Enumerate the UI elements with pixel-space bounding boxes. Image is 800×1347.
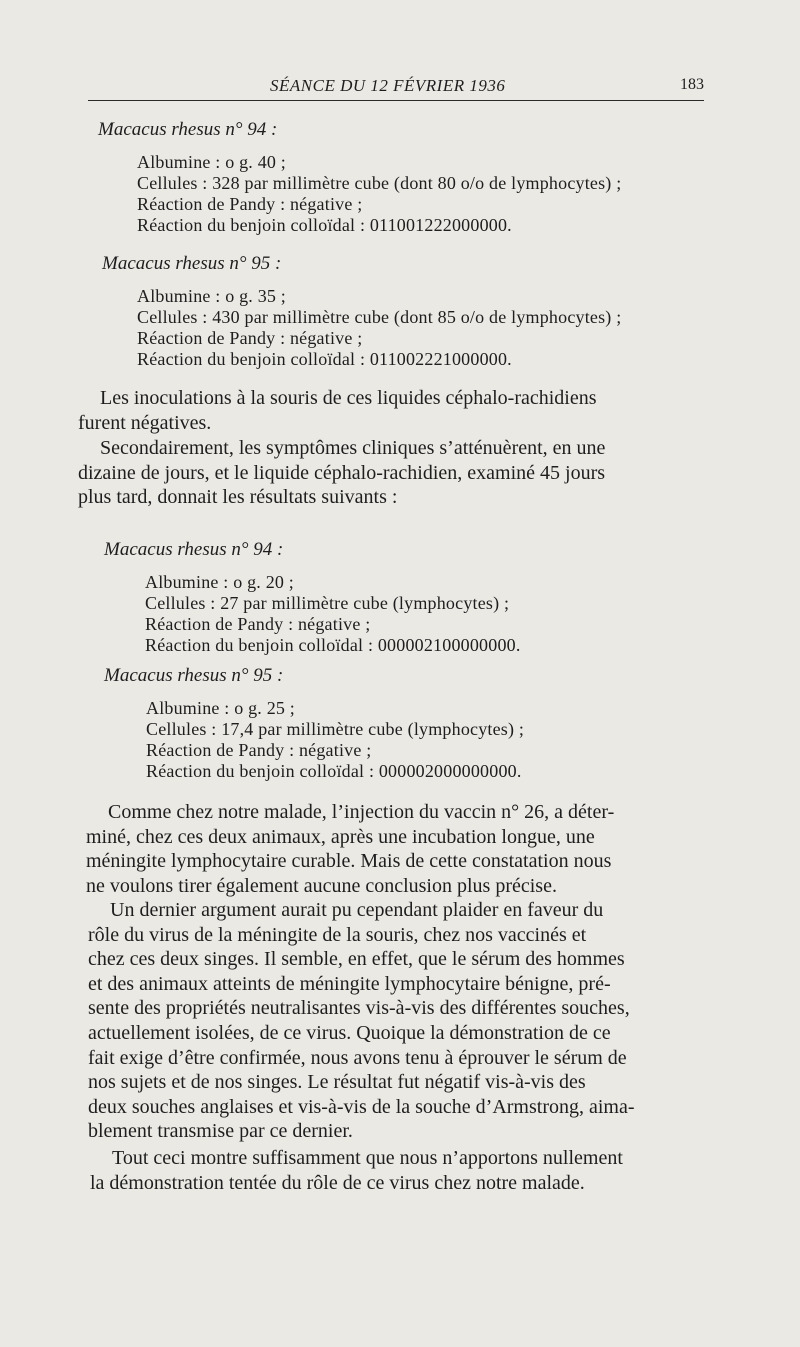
- result-line: Réaction du benjoin colloïdal : 011001222000000.: [137, 215, 512, 235]
- result-list: [146, 698, 800, 782]
- result-list: [137, 286, 800, 370]
- result-line: Cellules : 27 par millimètre cube (lymphocytes) ;: [145, 593, 510, 613]
- text-line: deux souches anglaises et vis-à-vis de la souche d’Armstrong, aima-: [88, 1095, 635, 1118]
- result-list: [145, 572, 800, 656]
- result-line: Réaction de Pandy : négative ;: [146, 740, 372, 760]
- running-header: [88, 70, 704, 102]
- specimen-block-95-first: [0, 252, 800, 370]
- text-line: sente des propriétés neutralisantes vis-à-vis des différentes souches,: [88, 997, 630, 1020]
- result-line: Albumine : o g. 25 ;: [146, 698, 295, 718]
- result-line: Albumine : o g. 20 ;: [145, 572, 294, 592]
- page-number: 183: [680, 76, 704, 93]
- text-line: chez ces deux singes. Il semble, en effet, que le sérum des hommes: [88, 948, 625, 971]
- result-line: Albumine : o g. 35 ;: [137, 286, 286, 306]
- text-line: actuellement isolées, de ce virus. Quoique la démonstration de ce: [88, 1021, 611, 1044]
- result-line: Réaction de Pandy : négative ;: [137, 328, 363, 348]
- text-line: la démonstration tentée du rôle de ce virus chez notre malade.: [90, 1171, 585, 1194]
- specimen-heading: Macacus rhesus n° 94 :: [98, 119, 278, 140]
- result-line: Cellules : 430 par millimètre cube (dont 85 o/o de lymphocytes) ;: [137, 307, 622, 327]
- result-line: Cellules : 17,4 par millimètre cube (lymphocytes) ;: [146, 719, 525, 739]
- result-line: Albumine : o g. 40 ;: [137, 152, 286, 172]
- result-line: Réaction de Pandy : négative ;: [137, 194, 363, 214]
- specimen-heading: Macacus rhesus n° 94 :: [104, 539, 284, 560]
- text-line: fait exige d’être confirmée, nous avons tenu à éprouver le sérum de: [88, 1046, 627, 1069]
- text-line: Secondairement, les symptômes cliniques s’atténuèrent, en une: [100, 437, 606, 459]
- text-line: Les inoculations à la souris de ces liquides céphalo-rachidiens: [100, 387, 597, 409]
- paragraph-comme-chez: [86, 800, 728, 898]
- specimen-block-95-second: [0, 664, 800, 782]
- header-rule: [88, 100, 704, 101]
- text-line: rôle du virus de la méningite de la souris, chez nos vaccinés et: [88, 923, 587, 946]
- text-line: dizaine de jours, et le liquide céphalo-rachidien, examiné 45 jours: [78, 461, 606, 484]
- text-line: ne voulons tirer également aucune conclusion plus précise.: [86, 874, 557, 897]
- text-line: blement transmise par ce dernier.: [88, 1120, 353, 1143]
- text-line: furent négatives.: [78, 411, 212, 434]
- text-line: et des animaux atteints de méningite lymphocytaire bénigne, pré-: [88, 972, 611, 995]
- header-title: SÉANCE DU 12 FÉVRIER 1936: [270, 76, 506, 95]
- specimen-heading: Macacus rhesus n° 95 :: [104, 665, 284, 686]
- text-line: miné, chez ces deux animaux, après une incubation longue, une: [86, 825, 595, 848]
- specimen-block-94-first: [0, 118, 800, 236]
- paragraph-inoculations: [78, 386, 722, 435]
- result-line: Réaction du benjoin colloïdal : 000002100000000.: [145, 635, 521, 655]
- paragraph-tout-ceci: [90, 1146, 730, 1195]
- result-line: Cellules : 328 par millimètre cube (dont 80 o/o de lymphocytes) ;: [137, 173, 622, 193]
- paragraph-secondairement: [78, 436, 722, 510]
- text-line: méningite lymphocytaire curable. Mais de cette constatation nous: [86, 850, 612, 873]
- result-list: [137, 152, 800, 236]
- text-line: Un dernier argument aurait pu cependant plaider en faveur du: [110, 899, 604, 921]
- paragraph-dernier-argument: [88, 898, 728, 1144]
- specimen-block-94-second: [0, 538, 800, 656]
- result-line: Réaction du benjoin colloïdal : 000002000000000.: [146, 761, 522, 781]
- text-line: plus tard, donnait les résultats suivants :: [78, 486, 398, 509]
- specimen-heading: Macacus rhesus n° 95 :: [102, 253, 282, 274]
- result-line: Réaction du benjoin colloïdal : 011002221000000.: [137, 349, 512, 369]
- text-line: Comme chez notre malade, l’injection du vaccin n° 26, a déter-: [108, 801, 615, 823]
- result-line: Réaction de Pandy : négative ;: [145, 614, 371, 634]
- text-line: Tout ceci montre suffisamment que nous n’apportons nullement: [112, 1147, 623, 1169]
- text-line: nos sujets et de nos singes. Le résultat fut négatif vis-à-vis des: [88, 1071, 586, 1094]
